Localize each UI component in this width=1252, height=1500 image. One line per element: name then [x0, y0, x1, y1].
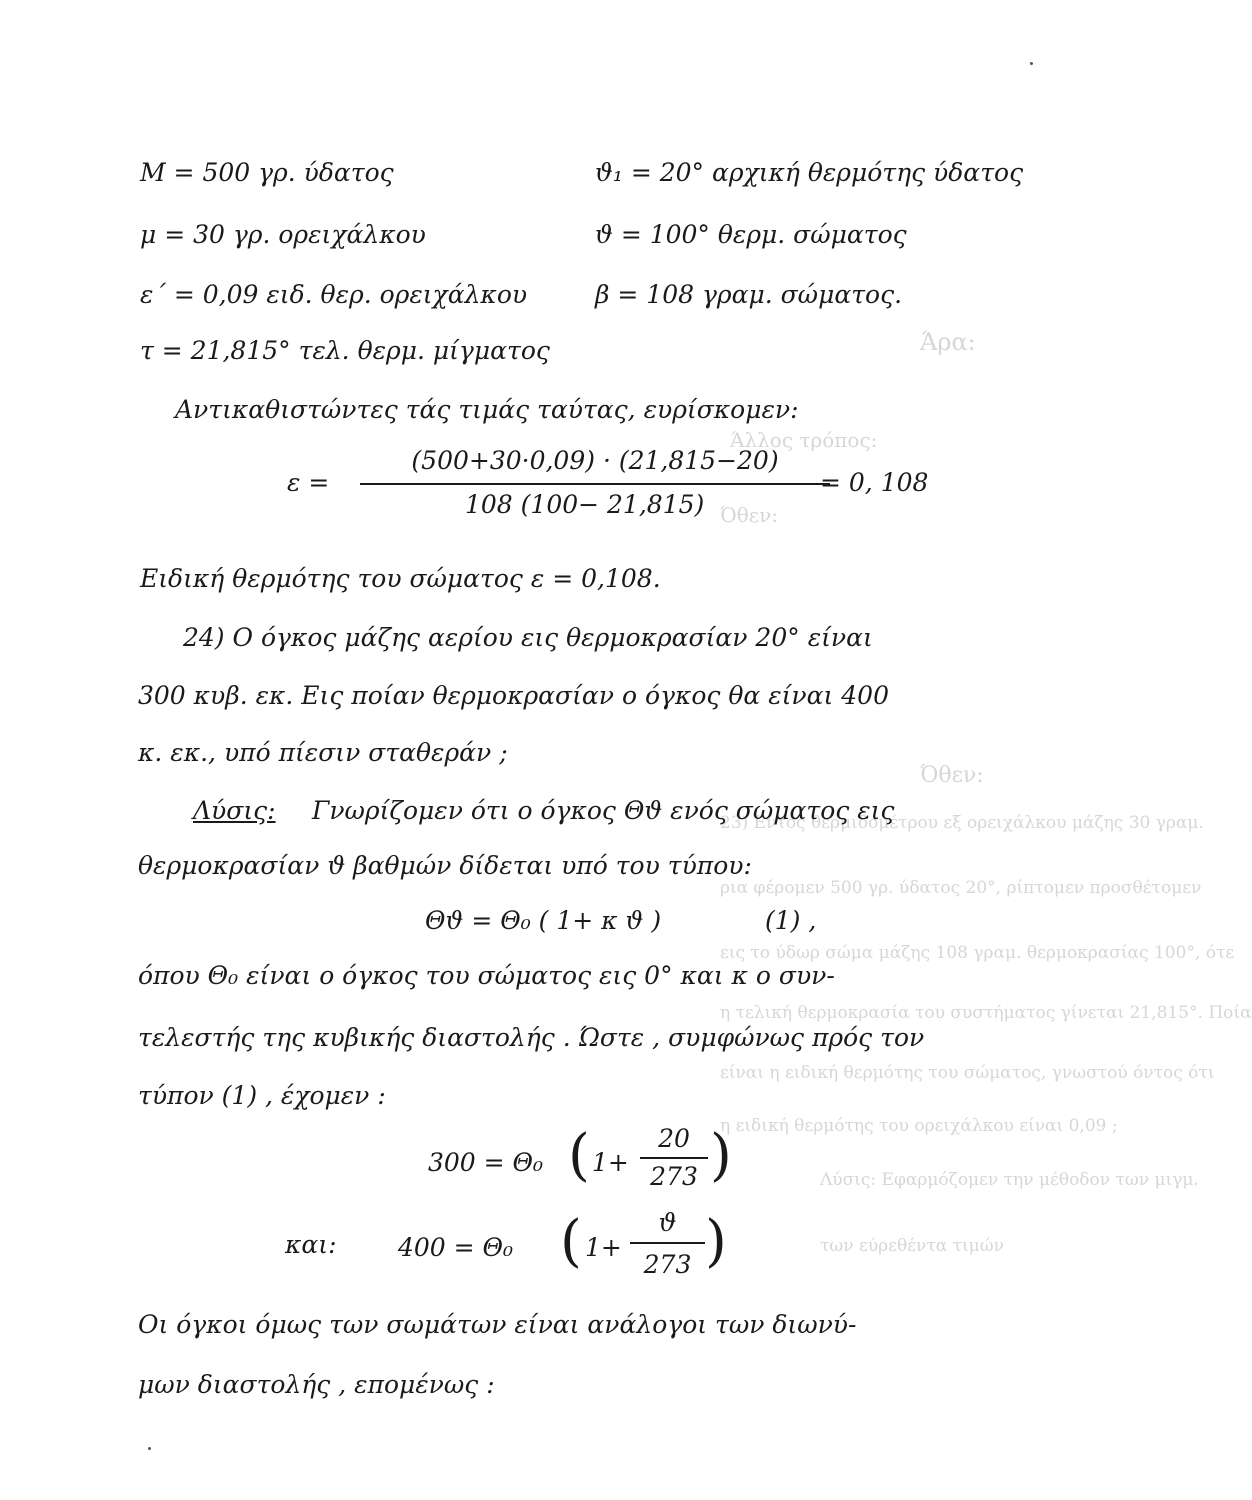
given-initial-temp-water: ϑ₁ = 20° αρχική θερμότης ύδατος [595, 158, 1024, 187]
solution-line5: τύπον (1) , έχομεν : [138, 1081, 386, 1110]
problem24-line3: κ. εκ., υπό πίεσιν σταθεράν ; [138, 738, 508, 767]
ghost-text: Όθεν: [720, 503, 779, 527]
ghost-text: των εύρεθέντα τιμών [820, 1236, 1004, 1256]
eq3-fraction [630, 1210, 705, 1278]
eq3-denominator: 273 [643, 1250, 692, 1279]
eq2-fraction [640, 1126, 708, 1190]
right-paren: ) [710, 1123, 732, 1188]
ghost-text: Λύσις: Εφαρμόζομεν την μέθοδον των μιγμ. [820, 1170, 1199, 1190]
given-final-temp: τ = 21,815° τελ. θερμ. μίγματος [140, 336, 550, 365]
fraction-bar [640, 1157, 708, 1159]
eq3-numerator: ϑ [658, 1208, 677, 1237]
formula1-numerator: (500+30·0,09) · (21,815−20) [411, 446, 779, 475]
volume-formula: Θϑ = Θ₀ ( 1+ κ ϑ ) [425, 906, 662, 935]
left-paren: ( [560, 1209, 582, 1274]
eq3-one-plus: 1+ [585, 1233, 622, 1262]
problem24-line2: 300 κυβ. εκ. Εις ποίαν θερμοκρασίαν ο όγκος θα είναι 400 [138, 681, 889, 710]
volume-formula-ref: (1) , [765, 906, 817, 935]
substitution-sentence: Αντικαθιστώντες τάς τιμάς ταύτας, ευρίσκομεν: [175, 395, 799, 424]
given-body-mass: β = 108 γραμ. σώματος. [595, 280, 903, 309]
formula1-result: = 0, 108 [820, 468, 929, 497]
ghost-text: είναι η ειδική θερμότης του σώματος, γνωστού όντος ότι [720, 1063, 1215, 1083]
ghost-text: 23) Εντός θερμιδομέτρου εξ ορειχάλκου μάζης 30 γραμ. [720, 813, 1204, 833]
solution-line1: Γνωρίζομεν ότι ο όγκος Θϑ ενός σώματος εις [312, 796, 895, 825]
ghost-text: Άλλος τρόπος: [730, 428, 878, 452]
ghost-text: ρια φέρομεν 500 γρ. ύδατος 20°, ρίπτομεν προσθέτομεν [720, 878, 1202, 898]
given-body-temp: ϑ = 100° θερμ. σώματος [595, 220, 907, 249]
fraction-bar [360, 483, 830, 485]
solution-line2: θερμοκρασίαν ϑ βαθμών δίδεται υπό του τύπου: [138, 851, 752, 880]
formula1-denominator: 108 (100− 21,815) [465, 490, 705, 519]
right-paren: ) [705, 1209, 727, 1274]
scan-speck [1030, 62, 1033, 65]
fraction-bar [630, 1242, 705, 1244]
eq2-denominator: 273 [650, 1162, 698, 1191]
given-mass-brass: μ = 30 γρ. ορειχάλκου [140, 220, 426, 249]
scan-speck [148, 1447, 151, 1450]
ghost-text: η ειδική θερμότης του ορειχάλκου είναι 0,09 ; [720, 1116, 1118, 1136]
solution-label: Λύσις: [193, 796, 276, 825]
problem24-line1: 24) Ο όγκος μάζης αερίου εις θερμοκρασίαν 20° είναι [183, 623, 873, 652]
ghost-text: Άρα: [920, 328, 976, 356]
formula1-fraction [360, 448, 830, 518]
eq3-and: και: [285, 1230, 337, 1259]
eq2-lhs: 300 = Θ₀ [428, 1148, 544, 1177]
ghost-text: εις το ύδωρ σώμα μάζης 108 γραμ. θερμοκρασίας 100°, ότε [720, 943, 1235, 963]
eq2-numerator: 20 [658, 1124, 690, 1153]
formula1-lhs: ε = [287, 468, 330, 497]
closing-line1: Οι όγκοι όμως των σωμάτων είναι ανάλογοι των διωνύ- [138, 1310, 857, 1339]
eq2-one-plus: 1+ [592, 1148, 629, 1177]
given-mass-water: M = 500 γρ. ύδατος [140, 158, 394, 187]
specific-heat-result: Ειδική θερμότης του σώματος ε = 0,108. [140, 564, 661, 593]
closing-line2: μων διαστολής , επομένως : [138, 1370, 495, 1399]
given-specific-heat-brass: ε΄ = 0,09 ειδ. θερ. ορειχάλκου [140, 280, 528, 309]
solution-line3: όπου Θ₀ είναι ο όγκος του σώματος εις 0° και κ ο συν- [138, 961, 835, 990]
ghost-text: η τελική θερμοκρασία του συστήματος γίνεται 21,815°. Ποία [720, 1003, 1252, 1023]
eq3-lhs: 400 = Θ₀ [398, 1233, 514, 1262]
solution-line4: τελεστής της κυβικής διαστολής . Ώστε , συμφώνως πρός τον [138, 1023, 925, 1052]
left-paren: ( [568, 1123, 590, 1188]
ghost-text: Όθεν: [920, 763, 984, 788]
